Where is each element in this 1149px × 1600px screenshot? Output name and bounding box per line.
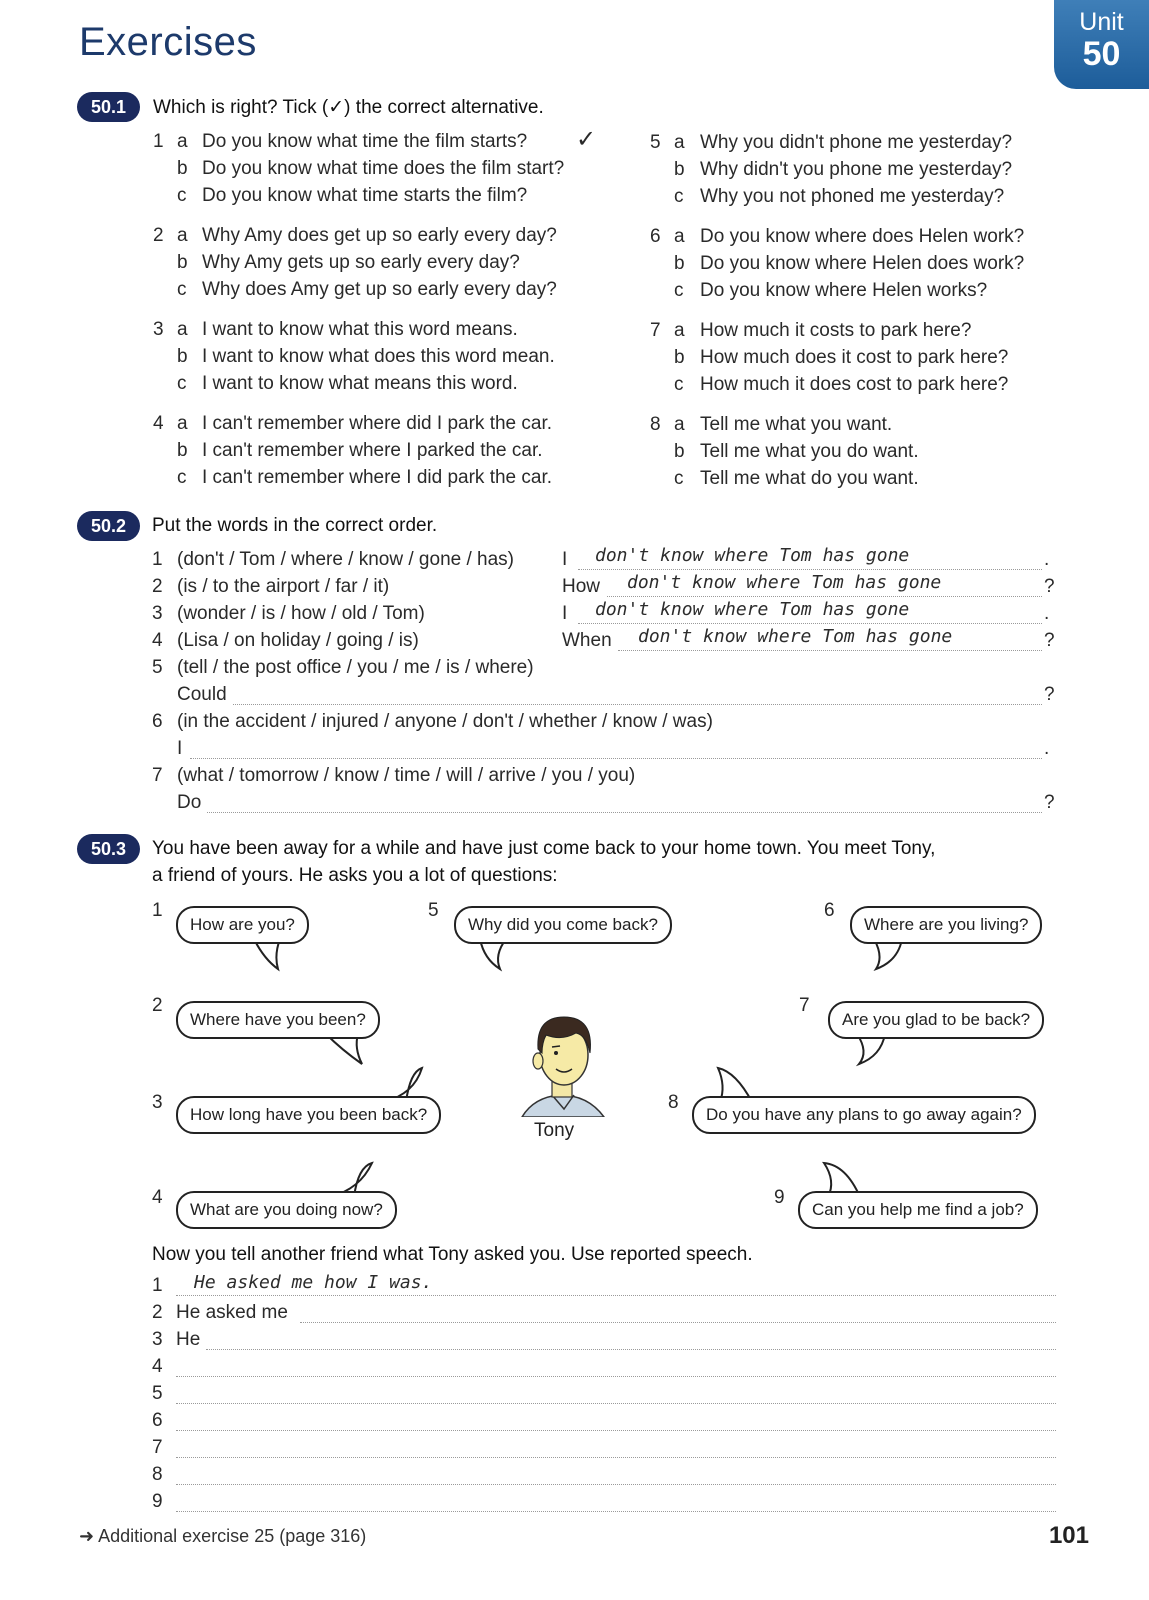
answer-line[interactable] (176, 1457, 1056, 1458)
answer-start: He (176, 1329, 201, 1350)
bubble-number: 8 (668, 1092, 679, 1113)
answer-number: 7 (152, 1437, 163, 1458)
ex1-option-letter: b (674, 253, 685, 274)
ex2-sentence-start: When (562, 630, 612, 651)
ex2-sentence-start: I (177, 738, 183, 759)
answer-number: 4 (152, 1356, 163, 1377)
exercise-badge-50-2: 50.2 (77, 511, 140, 541)
ex1-option-text: Tell me what you do want. (700, 441, 919, 462)
ex1-option-text: How much it costs to park here? (700, 320, 972, 341)
bubble-number: 2 (152, 995, 163, 1016)
page-number: 101 (1048, 1522, 1089, 1549)
speech-bubble-question: Why did you come back? (454, 906, 672, 944)
ex1-option-text: Why you didn't phone me yesterday? (700, 132, 1013, 153)
ex2-item-number: 2 (152, 576, 163, 597)
answer-line[interactable] (300, 1322, 1056, 1323)
page-title: Exercises (79, 20, 257, 64)
unit-tab (1054, 0, 1149, 89)
ex2-end-punct: ? (1044, 576, 1055, 597)
ex2-sentence-start: I (562, 549, 568, 570)
ex1-option-letter: b (177, 346, 188, 367)
ex2-word-prompt: (what / tomorrow / know / time / will / arrive / you / you) (177, 765, 636, 786)
speech-bubble-question: How are you? (176, 906, 309, 944)
bubble-number: 7 (799, 995, 810, 1016)
additional-exercise-link[interactable]: Additional exercise 25 (page 316) (98, 1526, 367, 1546)
ex1-option-letter: a (674, 320, 685, 341)
answer-line[interactable] (578, 569, 1042, 570)
exercise-3-intro-line1: You have been away for a while and have just come back to your home town. You meet Tony, (152, 838, 936, 859)
ex1-option-letter: a (177, 319, 188, 340)
ex1-item-number: 2 (153, 225, 164, 246)
ex1-option-letter: b (674, 159, 685, 180)
ex1-option-letter: c (177, 185, 187, 206)
ex2-item-number: 6 (152, 711, 163, 732)
tick-mark: ✓ (576, 126, 597, 153)
bubble-number: 9 (774, 1187, 785, 1208)
ex2-sentence-start: I (562, 603, 568, 624)
answer-line[interactable] (176, 1430, 1056, 1431)
ex1-option-letter: a (177, 131, 188, 152)
ex2-handwritten-answer: don't know where Tom has gone (595, 599, 910, 620)
speech-bubble-question: Can you help me find a job? (798, 1191, 1038, 1229)
ex3-handwritten-answer: He asked me how I was. (194, 1272, 433, 1293)
ex1-option-text: I can't remember where did I park the car. (202, 413, 553, 434)
answer-line[interactable] (618, 650, 1042, 651)
ex1-option-text: Do you know what time starts the film? (202, 185, 528, 206)
ex1-option-text: Do you know where does Helen work? (700, 226, 1025, 247)
ex1-option-letter: a (674, 414, 685, 435)
ex2-handwritten-answer: don't know where Tom has gone (627, 572, 942, 593)
tony-illustration (512, 1005, 612, 1117)
speech-bubble-question: Do you have any plans to go away again? (692, 1096, 1036, 1134)
ex2-item-number: 3 (152, 603, 163, 624)
unit-number: 50 (1082, 35, 1121, 73)
ex1-option-text: Do you know what time the film starts? (202, 131, 528, 152)
answer-line[interactable] (176, 1295, 1056, 1296)
ex1-option-letter: c (674, 186, 684, 207)
speech-bubble-question: What are you doing now? (176, 1191, 397, 1229)
speech-bubble-question: Where are you living? (850, 906, 1042, 944)
ex2-word-prompt: (don't / Tom / where / know / gone / has) (177, 549, 514, 570)
answer-number: 8 (152, 1464, 163, 1485)
answer-start: He asked me (176, 1302, 288, 1323)
ex2-handwritten-answer: don't know where Tom has gone (638, 626, 953, 647)
answer-number: 2 (152, 1302, 163, 1323)
ex2-item-number: 4 (152, 630, 163, 651)
ex2-word-prompt: (Lisa / on holiday / going / is) (177, 630, 419, 651)
answer-number: 1 (152, 1275, 163, 1296)
ex1-item-number: 5 (650, 132, 661, 153)
ex2-end-punct: ? (1044, 630, 1055, 651)
ex1-option-text: Do you know what time does the film start? (202, 158, 565, 179)
footer-reference[interactable] (79, 1526, 366, 1547)
ex2-word-prompt: (is / to the airport / far / it) (177, 576, 390, 597)
arrow-icon: ➜ (79, 1526, 95, 1546)
answer-number: 5 (152, 1383, 163, 1404)
ex1-option-letter: c (674, 374, 684, 395)
ex2-word-prompt: (tell / the post office / you / me / is / where) (177, 657, 534, 678)
ex2-end-punct: ? (1044, 792, 1055, 813)
bubble-number: 5 (428, 900, 439, 921)
ex1-option-text: Do you know where Helen does work? (700, 253, 1025, 274)
answer-line[interactable] (607, 596, 1042, 597)
answer-line[interactable] (190, 758, 1042, 759)
ex2-sentence-start: Could (177, 684, 227, 705)
answer-line[interactable] (176, 1484, 1056, 1485)
speech-bubble-question: Are you glad to be back? (828, 1001, 1044, 1039)
unit-label: Unit (1079, 8, 1124, 36)
answer-line[interactable] (176, 1511, 1056, 1512)
ex1-option-letter: c (177, 279, 187, 300)
ex1-option-letter: c (674, 280, 684, 301)
exercise-2-instruction: Put the words in the correct order. (152, 515, 438, 536)
answer-number: 3 (152, 1329, 163, 1350)
ex1-option-text: I want to know what means this word. (202, 373, 518, 394)
ex2-sentence-start: How (562, 576, 601, 597)
ex1-item-number: 7 (650, 320, 661, 341)
speech-bubble-question: How long have you been back? (176, 1096, 441, 1134)
ex1-option-letter: a (177, 225, 188, 246)
ex1-option-text: I can't remember where I parked the car. (202, 440, 543, 461)
ex1-option-text: Why Amy gets up so early every day? (202, 252, 520, 273)
ex1-option-text: Why does Amy get up so early every day? (202, 279, 557, 300)
ex2-item-number: 1 (152, 549, 163, 570)
speech-bubble-tail (248, 939, 298, 973)
ex2-end-punct: . (1044, 549, 1050, 570)
ex1-option-text: Tell me what you want. (700, 414, 893, 435)
ex1-option-text: How much does it cost to park here? (700, 347, 1009, 368)
bubble-number: 4 (152, 1187, 163, 1208)
ex1-option-letter: a (674, 132, 685, 153)
ex1-option-text: Tell me what do you want. (700, 468, 919, 489)
ex1-option-text: How much it does cost to park here? (700, 374, 1009, 395)
ex1-option-letter: b (674, 441, 685, 462)
ex1-option-letter: b (177, 158, 188, 179)
answer-line[interactable] (176, 1403, 1056, 1404)
speech-bubble-tail (868, 939, 918, 973)
answer-line[interactable] (233, 704, 1042, 705)
exercise-3-instruction-2: Now you tell another friend what Tony asked you. Use reported speech. (152, 1244, 753, 1265)
ex1-option-text: Why didn't you phone me yesterday? (700, 159, 1013, 180)
exercise-badge-50-3: 50.3 (77, 834, 140, 864)
ex2-item-number: 7 (152, 765, 163, 786)
answer-number: 9 (152, 1491, 163, 1512)
ex1-option-letter: c (674, 468, 684, 489)
ex2-end-punct: ? (1044, 684, 1055, 705)
bubble-number: 1 (152, 900, 163, 921)
answer-line[interactable] (206, 1349, 1056, 1350)
ex1-option-letter: c (177, 373, 187, 394)
speech-bubble-tail (472, 939, 522, 973)
ex1-option-letter: b (177, 440, 188, 461)
ex1-option-text: I want to know what does this word mean. (202, 346, 555, 367)
ex1-option-text: I want to know what this word means. (202, 319, 518, 340)
exercise-1-instruction: Which is right? Tick (✓) the correct alternative. (153, 97, 544, 118)
exercise-3-intro-line2: a friend of yours. He asks you a lot of questions: (152, 865, 558, 886)
ex1-option-letter: a (674, 226, 685, 247)
ex2-item-number: 5 (152, 657, 163, 678)
answer-line[interactable] (176, 1376, 1056, 1377)
speech-bubble-tail (851, 1034, 901, 1068)
ex1-option-letter: c (177, 467, 187, 488)
ex1-option-text: Why Amy does get up so early every day? (202, 225, 557, 246)
ex1-item-number: 4 (153, 413, 164, 434)
tony-name-label: Tony (534, 1120, 575, 1141)
speech-bubble-question: Where have you been? (176, 1001, 380, 1039)
answer-number: 6 (152, 1410, 163, 1431)
answer-line[interactable] (207, 812, 1042, 813)
ex1-option-text: Do you know where Helen works? (700, 280, 988, 301)
ex2-word-prompt: (in the accident / injured / anyone / don't / whether / know / was) (177, 711, 713, 732)
ex2-end-punct: . (1044, 603, 1050, 624)
ex1-item-number: 8 (650, 414, 661, 435)
ex2-handwritten-answer: don't know where Tom has gone (595, 545, 910, 566)
ex1-option-letter: b (177, 252, 188, 273)
ex1-option-text: Why you not phoned me yesterday? (700, 186, 1005, 207)
exercise-badge-50-1: 50.1 (77, 92, 140, 122)
ex2-sentence-start: Do (177, 792, 202, 813)
ex1-item-number: 6 (650, 226, 661, 247)
ex1-option-letter: b (674, 347, 685, 368)
ex1-item-number: 3 (153, 319, 164, 340)
ex2-word-prompt: (wonder / is / how / old / Tom) (177, 603, 425, 624)
bubble-number: 6 (824, 900, 835, 921)
answer-line[interactable] (578, 623, 1042, 624)
ex1-option-letter: a (177, 413, 188, 434)
ex1-option-text: I can't remember where I did park the car. (202, 467, 553, 488)
speech-bubble-tail (322, 1034, 372, 1068)
ex1-item-number: 1 (153, 131, 164, 152)
bubble-number: 3 (152, 1092, 163, 1113)
ex2-end-punct: . (1044, 738, 1050, 759)
